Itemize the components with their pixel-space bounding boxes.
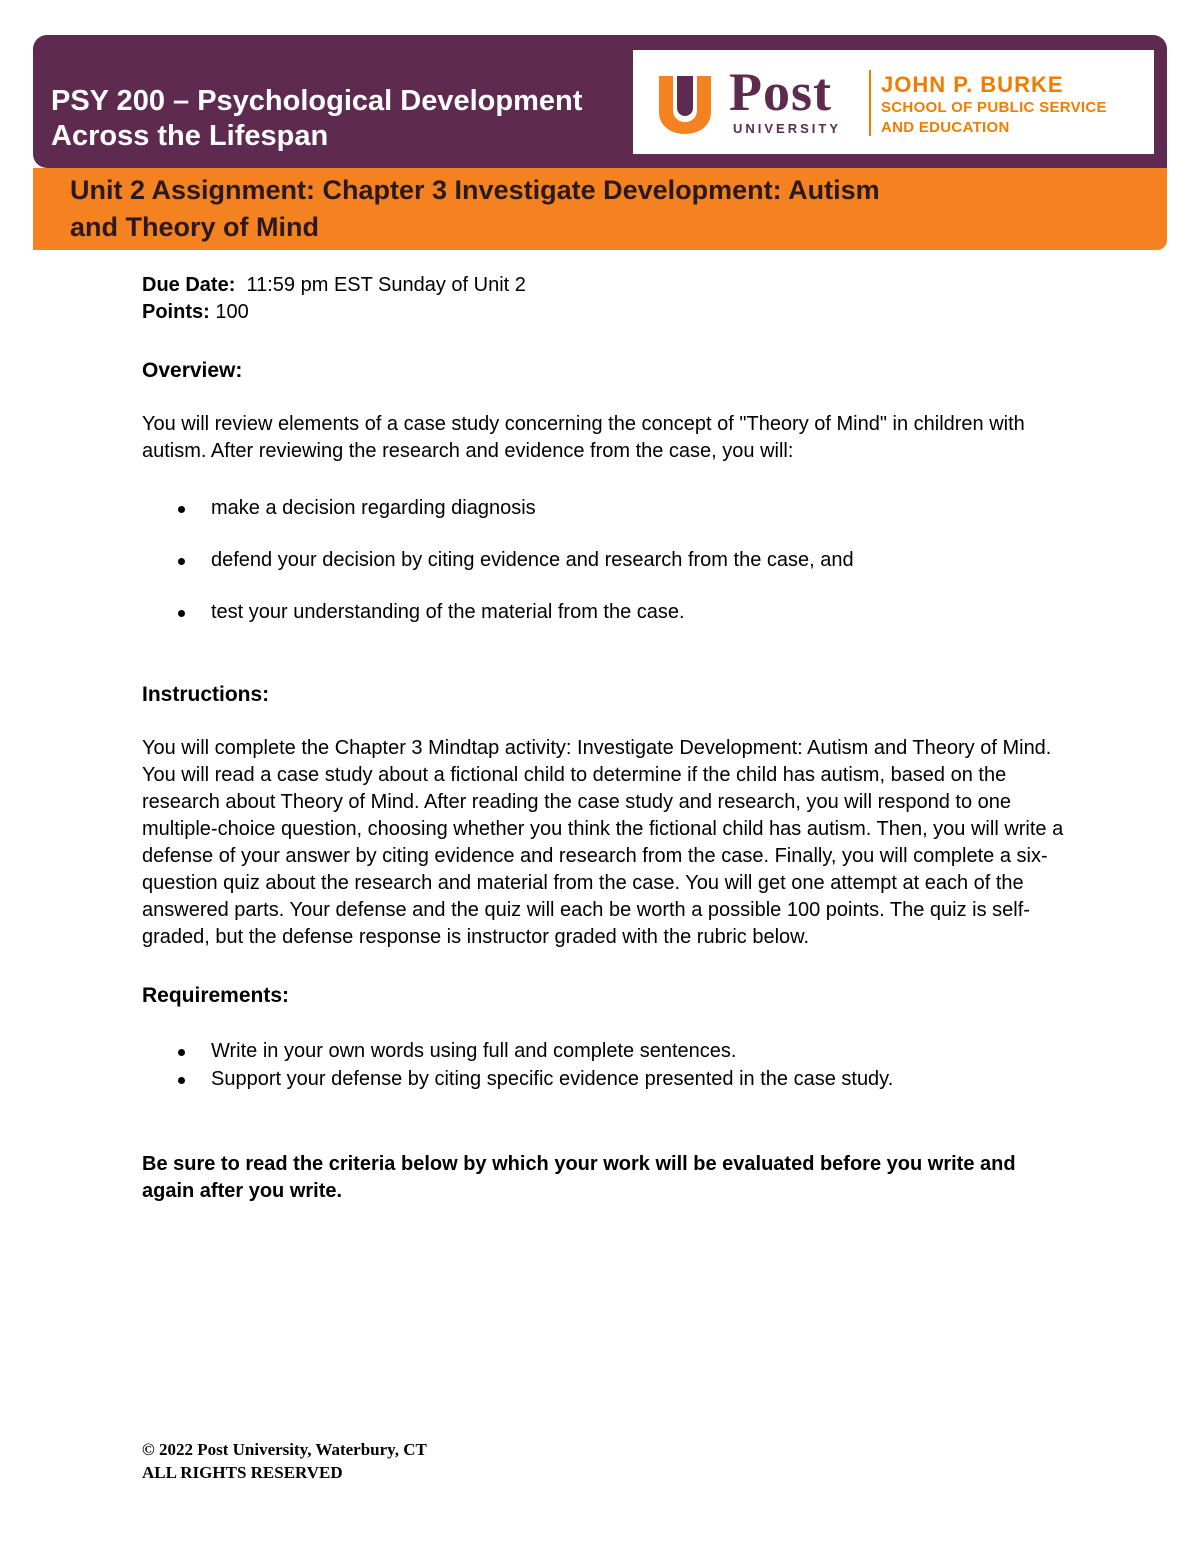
due-date	[142, 272, 1072, 299]
requirements-bullet-list	[142, 1038, 1072, 1093]
logo-post-text: Post	[729, 62, 832, 122]
instructions-text: You will complete the Chapter 3 Mindtap activity: Investigate Development: Autism and Theory of Mind. You will read a case study about a fictional child to determine if the child has autism, based on the research about Theory of Mind. After reading the case study and research, you will respond to one multiple-choice question, choosing whether you think the fictional child has autism. Then, you will write a defense of your answer by citing evidence and research from the case. Finally, you will complete a six-question quiz about the research and material from the case. You will get one attempt at each of the answered parts. Your defense and the quiz will each be worth a possible 100 points. The quiz is self-graded, but the defense response is instructor graded with the rubric below.	[142, 737, 1064, 948]
bullet-text: Write in your own words using full and complete sentences.	[211, 1040, 737, 1062]
logo-school-line3: AND EDUCATION	[881, 119, 1010, 136]
logo-school-line2: SCHOOL OF PUBLIC SERVICE	[881, 99, 1107, 116]
copyright-footer	[142, 1438, 427, 1484]
bullet-text: test your understanding of the material from the case.	[211, 601, 685, 623]
list-item	[142, 599, 1072, 626]
logo-university-text: UNIVERSITY	[733, 121, 842, 136]
document-body	[142, 272, 1072, 1205]
rights-line: ALL RIGHTS RESERVED	[142, 1463, 343, 1482]
requirements-heading: Requirements:	[142, 984, 290, 1007]
overview-bullet-list	[142, 495, 1072, 626]
bullet-icon	[178, 1077, 185, 1084]
bullet-icon	[178, 1049, 185, 1056]
list-item	[142, 1038, 1072, 1065]
instructions-heading: Instructions:	[142, 683, 270, 706]
bullet-text: make a decision regarding diagnosis	[211, 497, 536, 519]
bullet-icon	[178, 558, 185, 565]
bullet-text: defend your decision by citing evidence and research from the case, and	[211, 549, 854, 571]
bullet-text: Support your defense by citing specific evidence presented in the case study.	[211, 1068, 894, 1090]
course-title-line1: PSY 200 – Psychological Development	[51, 85, 583, 117]
list-item	[142, 495, 1072, 522]
assignment-title-line2: and Theory of Mind	[70, 212, 319, 242]
assignment-title	[70, 172, 1070, 246]
logo-school-line1: JOHN P. BURKE	[881, 72, 1064, 97]
post-university-logo	[633, 50, 1154, 154]
course-title	[51, 84, 641, 154]
assignment-title-line1: Unit 2 Assignment: Chapter 3 Investigate Development: Autism	[70, 175, 880, 205]
list-item	[142, 547, 1072, 574]
bullet-icon	[178, 506, 185, 513]
points-value: 100	[215, 301, 249, 323]
overview-heading: Overview:	[142, 359, 243, 382]
course-title-line2: Across the Lifespan	[51, 120, 329, 152]
due-date-label: Due Date:	[142, 274, 236, 296]
overview-text: You will review elements of a case study concerning the concept of "Theory of Mind" in children with autism. After reviewing the research and evidence from the case, you will:	[142, 413, 1025, 462]
copyright-line: © 2022 Post University, Waterbury, CT	[142, 1440, 427, 1459]
bullet-icon	[178, 610, 185, 617]
logo-school-name	[881, 72, 1107, 138]
evaluation-note: Be sure to read the criteria below by which your work will be evaluated before you write and again after you write.	[142, 1153, 1016, 1202]
list-item	[142, 1066, 1072, 1093]
points	[142, 299, 1072, 326]
due-date-value: 11:59 pm EST Sunday of Unit 2	[246, 274, 526, 296]
points-label: Points:	[142, 301, 210, 323]
logo-divider	[869, 70, 871, 136]
post-logo-mark-icon	[653, 72, 717, 136]
